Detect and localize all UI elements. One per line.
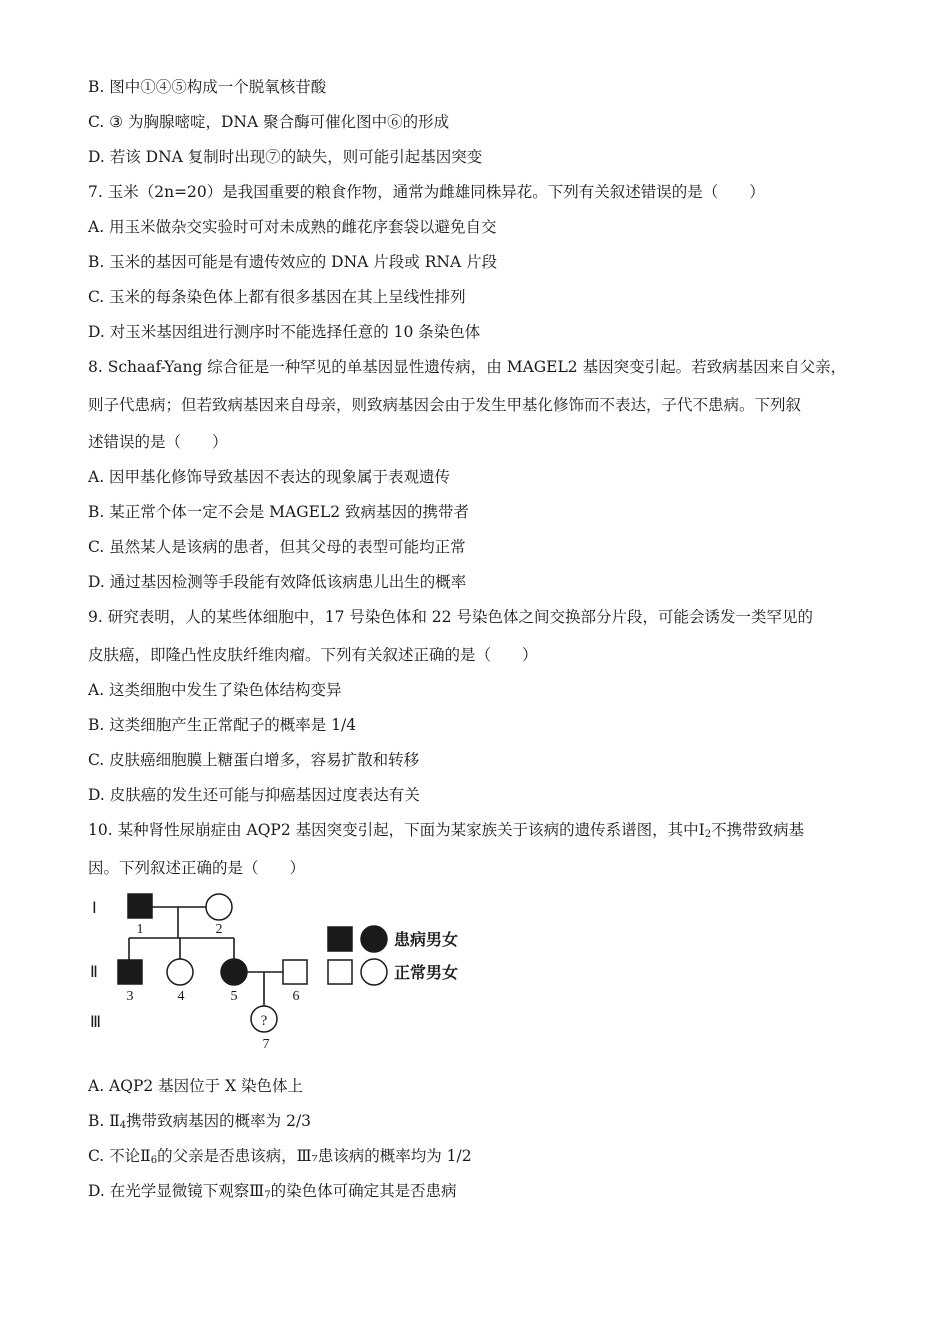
q7-option-a: A. 用玉米做杂交实验时可对未成熟的雌花序套袋以避免自交 bbox=[88, 218, 497, 236]
q10-option-c-post: 的父亲是否患该病，Ⅲ₇患该病的概率均为 1/2 bbox=[157, 1147, 472, 1165]
q10-option-c bbox=[88, 1146, 472, 1171]
q8-option-d: D. 通过基因检测等手段能有效降低该病患儿出生的概率 bbox=[88, 573, 467, 591]
q10-option-c-sub: 6 bbox=[150, 1155, 158, 1166]
individual-I2-normal-female bbox=[206, 894, 232, 920]
q10-option-b-pre: B. Ⅱ bbox=[88, 1112, 120, 1130]
q10-option-a-text: A. AQP2 基因位于 X 染色体上 bbox=[88, 1077, 304, 1095]
number-5: 5 bbox=[230, 989, 238, 1004]
legend-affected-female bbox=[361, 926, 387, 952]
q7-stem: 7. 玉米（2n=20）是我国重要的粮食作物，通常为雌雄同株异花。下列有关叙述错误的是（ ） bbox=[88, 183, 765, 201]
q8-option-c: C. 虽然某人是该病的患者，但其父母的表型可能均正常 bbox=[88, 538, 466, 556]
individual-II6-normal-male bbox=[283, 960, 307, 984]
generation-label-1: Ⅰ bbox=[92, 900, 97, 917]
number-4: 4 bbox=[177, 989, 185, 1004]
q9-option-c: C. 皮肤癌细胞膜上糖蛋白增多，容易扩散和转移 bbox=[88, 751, 420, 769]
legend-normal-male bbox=[328, 960, 352, 984]
q6-option-c: C. ③ 为胸腺嘧啶，DNA 聚合酶可催化图中⑥的形成 bbox=[88, 113, 450, 131]
q8-stem-line2: 则子代患病；但若致病基因来自母亲，则致病基因会由于发生甲基化修饰而不表达，子代不患病。下列叙 bbox=[88, 396, 802, 414]
q10-option-d-post: 的染色体可确定其是否患病 bbox=[270, 1182, 457, 1200]
q6-option-b: B. 图中①④⑤构成一个脱氧核苷酸 bbox=[88, 78, 327, 96]
number-6: 6 bbox=[292, 989, 300, 1004]
individual-II4-normal-female bbox=[167, 959, 193, 985]
legend-affected-label: 患病男女 bbox=[394, 932, 459, 949]
unknown-mark: ? bbox=[260, 1013, 268, 1029]
individual-II5-affected-female bbox=[221, 959, 247, 985]
q7-option-b: B. 玉米的基因可能是有遗传效应的 DNA 片段或 RNA 片段 bbox=[88, 253, 498, 271]
q10-option-d-sub: 7 bbox=[264, 1190, 271, 1201]
q10-option-d bbox=[88, 1181, 457, 1206]
generation-label-2: Ⅱ bbox=[90, 964, 98, 981]
q10-stem-line1 bbox=[88, 820, 804, 845]
q10-option-b bbox=[88, 1111, 311, 1136]
number-2: 2 bbox=[215, 922, 223, 937]
number-3: 3 bbox=[126, 989, 134, 1004]
q10-option-c-pre: C. 不论Ⅱ bbox=[88, 1147, 151, 1165]
q10-stem-sub: 2 bbox=[704, 829, 712, 840]
q9-option-b: B. 这类细胞产生正常配子的概率是 1/4 bbox=[88, 716, 357, 734]
individual-I1-affected-male bbox=[128, 894, 152, 918]
q7-option-c: C. 玉米的每条染色体上都有很多基因在其上呈线性排列 bbox=[88, 288, 466, 306]
q10-stem-text-a: 10. 某种肾性尿崩症由 AQP2 基因突变引起，下面为某家族关于该病的遗传系谱图，其中Ⅰ bbox=[88, 821, 705, 839]
legend-affected-male bbox=[328, 927, 352, 951]
pedigree-chart bbox=[88, 888, 488, 1058]
q8-stem-line1: 8. Schaaf-Yang 综合征是一种罕见的单基因显性遗传病，由 MAGEL2 基因突变引起。若致病基因来自父亲， bbox=[88, 358, 847, 376]
legend-normal-female bbox=[361, 959, 387, 985]
generation-label-3: Ⅲ bbox=[90, 1014, 102, 1031]
q10-stem-text-b: 不携带致病基 bbox=[711, 821, 805, 839]
q9-stem-line2: 皮肤癌，即隆凸性皮肤纤维肉瘤。下列有关叙述正确的是（ ） bbox=[88, 646, 538, 664]
q9-option-a: A. 这类细胞中发生了染色体结构变异 bbox=[88, 681, 342, 699]
q8-option-a: A. 因甲基化修饰导致基因不表达的现象属于表观遗传 bbox=[88, 468, 451, 486]
legend-normal-label: 正常男女 bbox=[394, 965, 459, 982]
q8-option-b: B. 某正常个体一定不会是 MAGEL2 致病基因的携带者 bbox=[88, 503, 470, 521]
q7-option-d: D. 对玉米基因组进行测序时不能选择任意的 10 条染色体 bbox=[88, 323, 481, 341]
q10-option-d-pre: D. 在光学显微镜下观察Ⅲ bbox=[88, 1182, 265, 1200]
q9-option-d: D. 皮肤癌的发生还可能与抑癌基因过度表达有关 bbox=[88, 786, 420, 804]
number-1: 1 bbox=[136, 922, 144, 937]
q9-stem-line1: 9. 研究表明，人的某些体细胞中，17 号染色体和 22 号染色体之间交换部分片段，可能会诱发一类罕见的 bbox=[88, 608, 813, 626]
q10-stem-line2: 因。下列叙述正确的是（ ） bbox=[88, 859, 306, 877]
q10-option-b-post: 携带致病基因的概率为 2/3 bbox=[126, 1112, 312, 1130]
individual-II3-affected-male bbox=[118, 960, 142, 984]
q10-option-a bbox=[88, 1076, 303, 1096]
q8-stem-line3: 述错误的是（ ） bbox=[88, 433, 228, 451]
number-7: 7 bbox=[262, 1037, 270, 1052]
q6-option-d: D. 若该 DNA 复制时出现⑦的缺失，则可能引起基因突变 bbox=[88, 148, 483, 166]
q10-option-b-sub: 4 bbox=[119, 1120, 127, 1131]
